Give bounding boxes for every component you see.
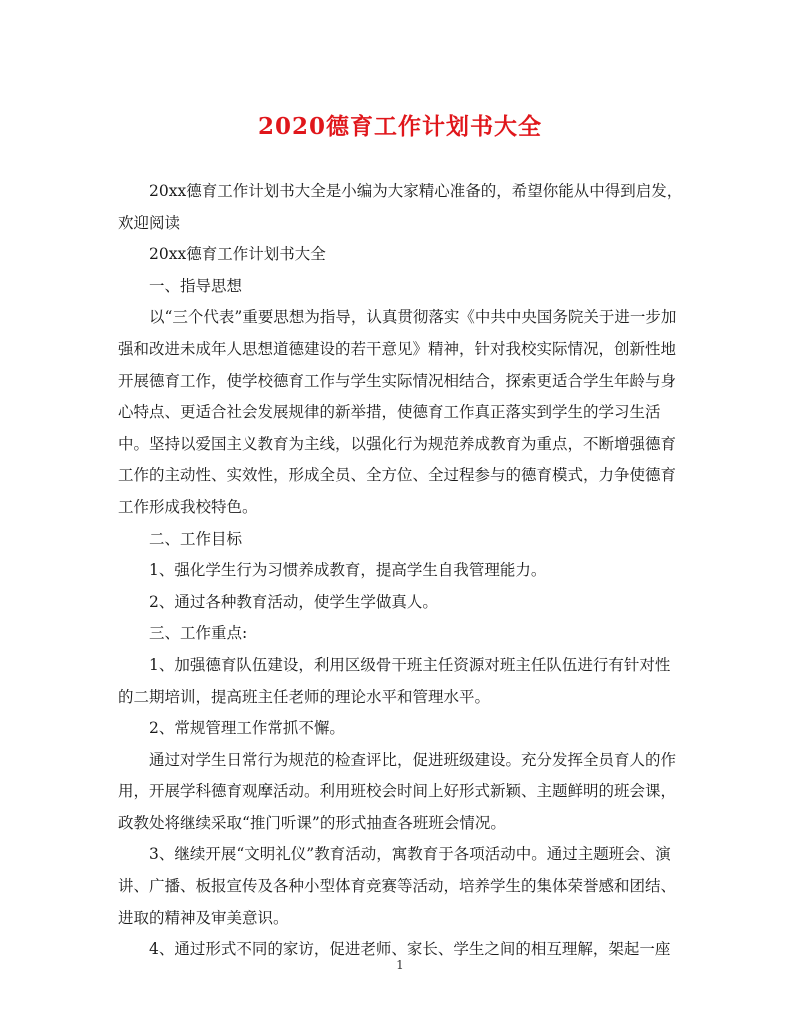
heading-work-goals: 二、工作目标 [149,529,243,548]
paragraph-intro: 20xx德育工作计划书大全是小编为大家精心准备的，希望你能从中得到启发，欢迎阅读 [118,182,683,232]
page-number: 1 [396,958,404,972]
document-title: 2020德育工作计划书大全 [257,113,542,140]
heading-guiding-ideology: 一、指导思想 [149,276,243,295]
list-item-focus-2: 2、常规管理工作常抓不懈。 [149,719,345,738]
list-item-focus-1: 1、加强德育队伍建设，利用区级骨干班主任资源对班主任队伍进行有针对性的二期培训，提高班主任老师的理论水平和管理水平。 [118,655,671,706]
list-item-goal-1: 1、强化学生行为习惯养成教育，提高学生自我管理能力。 [149,561,547,580]
paragraph-guiding-ideology: 以“三个代表”重要思想为指导，认真贯彻落实《中共中央国务院关于进一步加强和改进未成年人思想道德建设的若干意见》精神，针对我校实际情况，创新性地开展德育工作，使学校德育工作与学生实际情况相结合，探索更适合学生年龄与身心特点、更适合社会发展规律的新举措，使德育工作真正落实到学生的学习生活中。坚持以爱国主义教育为主线，以强化行为规范养成教育为重点，不断增强德育工作的主动性、实效性，形成全员、全方位、全过程参与的德育模式，力争使德育工作形成我校特色。 [118,308,677,516]
list-item-goal-2: 2、通过各种教育活动，使学生学做真人。 [149,592,438,611]
heading-work-focus: 三、工作重点: [149,624,248,643]
paragraph-subtitle: 20xx德育工作计划书大全 [149,245,326,264]
list-item-focus-4: 4、通过形式不同的家访，促进老师、家长、学生之间的相互理解，架起一座 [149,940,671,959]
list-item-focus-3: 3、继续开展“文明礼仪”教育活动，寓教育于各项活动中。通过主题班会、演讲、广播、板报宣传及各种小型体育竞赛等活动，培养学生的集体荣誉感和团结、进取的精神及审美意识。 [118,845,677,927]
document-body [118,176,683,966]
paragraph-routine-management: 通过对学生日常行为规范的检查评比，促进班级建设。充分发挥全员育人的作用，开展学科德育观摩活动。利用班校会时间上好形式新颖、主题鲜明的班会课，政教处将继续采取“推门听课”的形式抽查各班班会情况。 [118,750,677,832]
